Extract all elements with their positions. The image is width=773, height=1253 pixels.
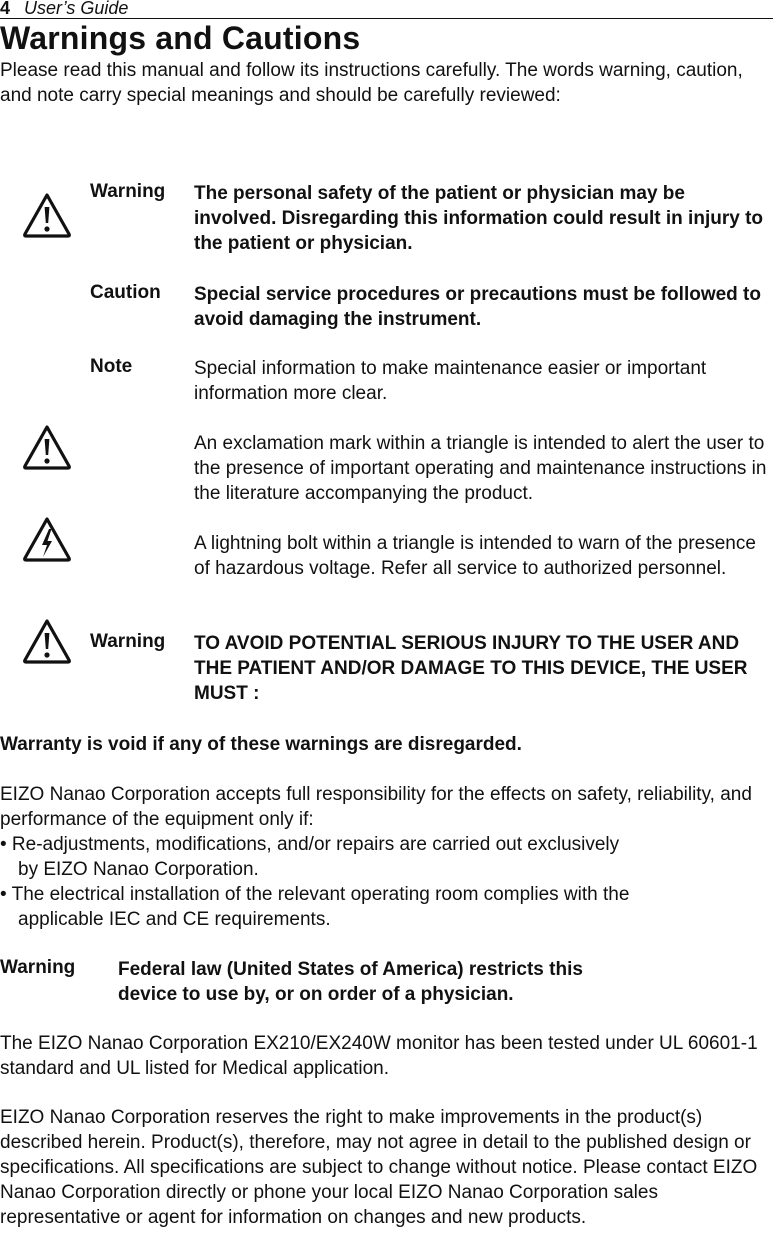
page-header — [0, 0, 128, 19]
bullet2-line2: applicable IEC and CE requirements. — [18, 909, 331, 930]
responsibility-block — [0, 782, 772, 932]
federal-line1: Federal law (United States of America) restricts this — [118, 959, 583, 980]
federal-line2: device to use by, or on order of a physician. — [118, 984, 514, 1005]
header-rule — [0, 18, 773, 19]
rights-paragraph: EIZO Nanao Corporation reserves the right to make improvements in the product(s) described herein. Product(s), therefore, may not agree in detail to the published design or specifications. All specifications are subject to change without notice. Please contact EIZO Nanao Corporation directly or phone your local EIZO Nanao Corporation sales representative or agent for information on changes and new products. — [0, 1107, 758, 1228]
bullet1-line2: by EIZO Nanao Corporation. — [18, 859, 259, 880]
warning-triangle-icon — [22, 192, 72, 238]
bullet2-line1: • The electrical installation of the relevant operating room complies with the — [0, 884, 630, 905]
warning-triangle-icon-2 — [22, 618, 72, 664]
responsibility-text: EIZO Nanao Corporation accepts full responsibility for the effects on safety, reliability, and performance of the equipment only if: — [0, 784, 752, 830]
ul-paragraph: The EIZO Nanao Corporation EX210/EX240W monitor has been tested under UL 60601-1 standard and UL listed for Medical application. — [0, 1033, 758, 1079]
warranty-statement: Warranty is void if any of these warnings are disregarded. — [0, 734, 522, 755]
warning-text: The personal safety of the patient or physician may be involved. Disregarding this information could result in injury to the patient or physician. — [194, 183, 763, 254]
lightning-text: A lightning bolt within a triangle is intended to warn of the presence of hazardous voltage. Refer all service to authorized personnel. — [194, 533, 756, 579]
intro-paragraph: Please read this manual and follow its instructions carefully. The words warning, caution, and note carry special meanings and should be carefully reviewed: — [0, 60, 743, 106]
warning2-text: TO AVOID POTENTIAL SERIOUS INJURY TO THE USER AND THE PATIENT AND/OR DAMAGE TO THIS DEVICE, THE USER MUST : — [194, 633, 748, 704]
exclamation-triangle-icon — [22, 424, 72, 470]
federal-warning-label: Warning — [0, 957, 76, 978]
page-number: 4 — [0, 0, 11, 18]
caution-label: Caution — [90, 282, 161, 303]
caution-text: Special service procedures or precautions must be followed to avoid damaging the instrument. — [194, 284, 761, 330]
warning2-label: Warning — [90, 631, 166, 652]
note-label: Note — [90, 356, 133, 377]
lightning-triangle-icon — [22, 516, 72, 562]
federal-warning-text — [118, 957, 583, 1007]
bullet1-line1: • Re-adjustments, modifications, and/or repairs are carried out exclusively — [0, 834, 620, 855]
warning-label: Warning — [90, 181, 166, 202]
note-text: Special information to make maintenance easier or important information more clear. — [194, 358, 707, 404]
exclamation-text: An exclamation mark within a triangle is intended to alert the user to the presence of important operating and maintenance instructions in the literature accompanying the product. — [194, 433, 767, 504]
guide-title: User’s Guide — [24, 0, 129, 18]
page-title: Warnings and Cautions — [0, 20, 361, 56]
